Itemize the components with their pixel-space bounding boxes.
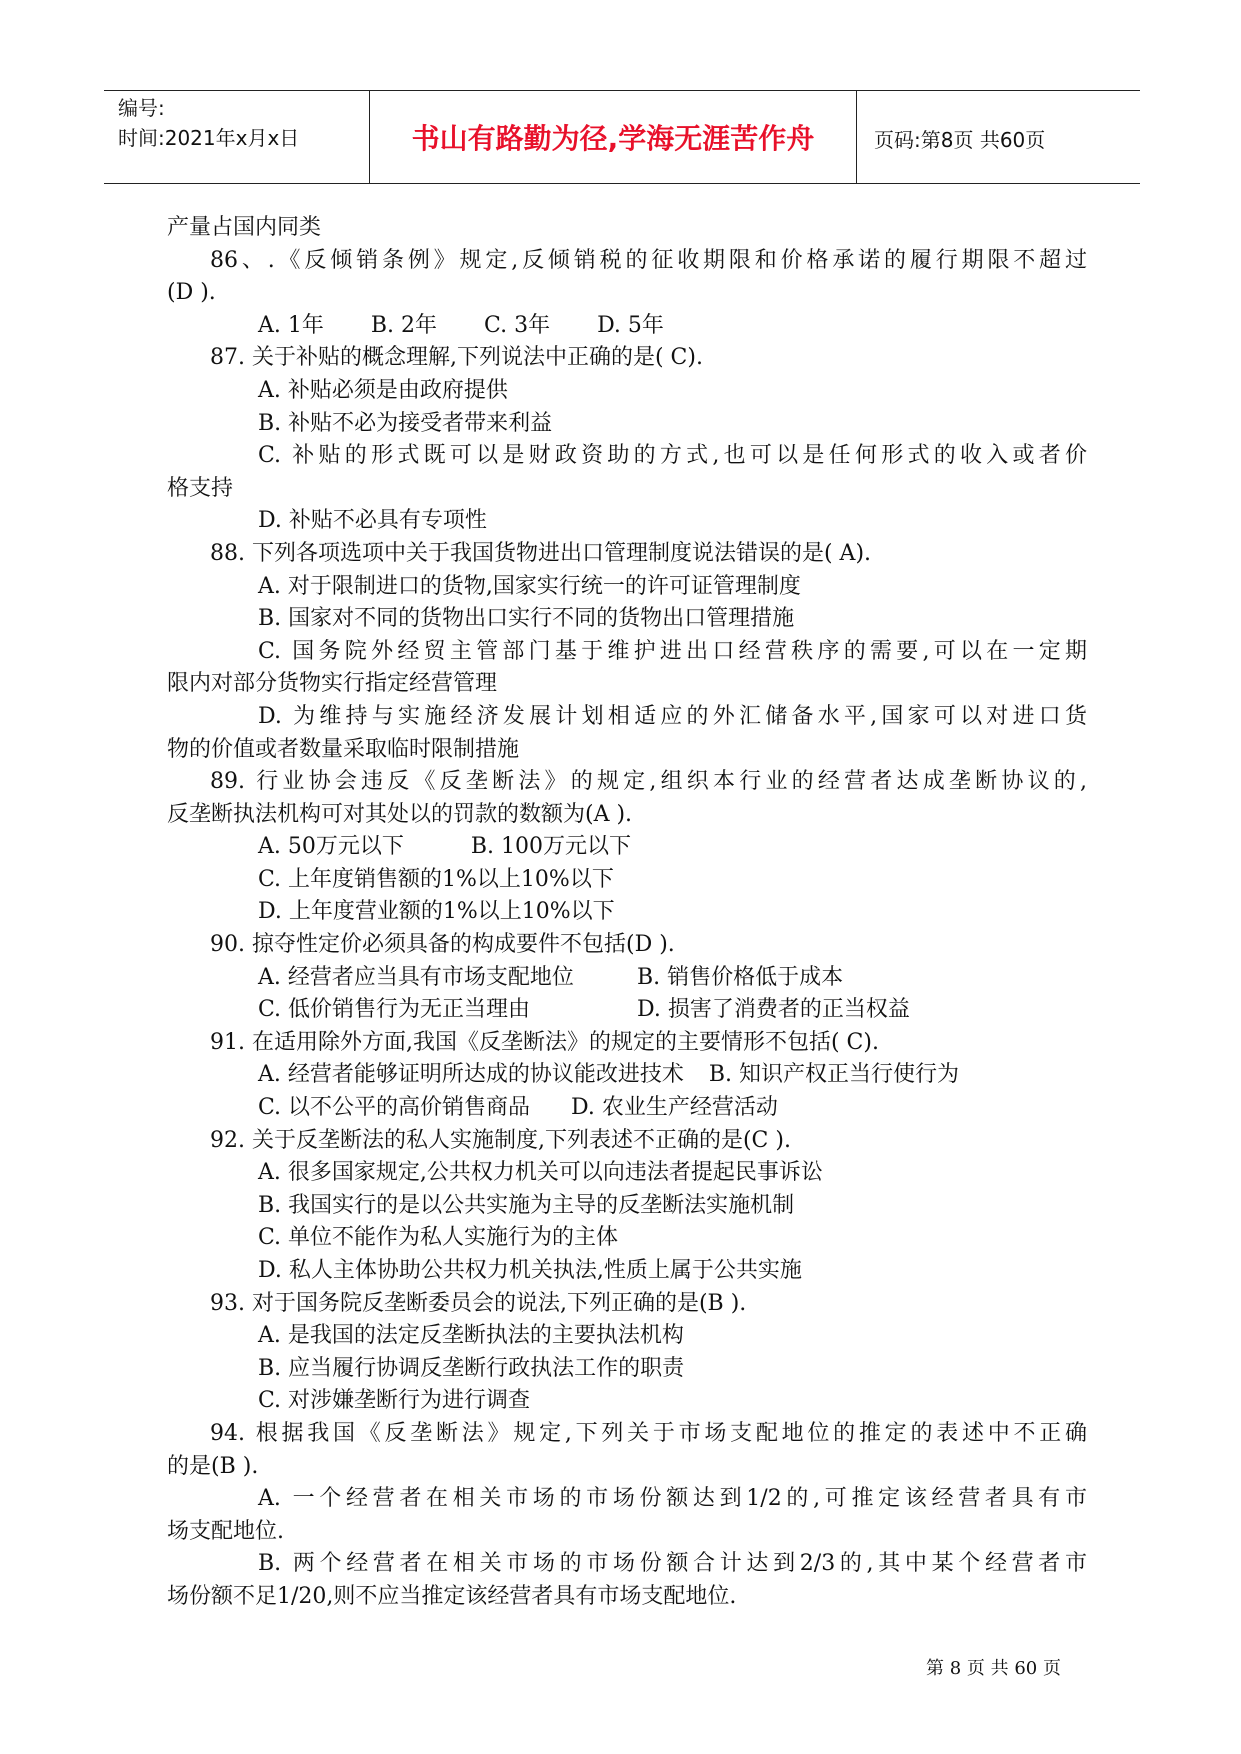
option-a: A. 对于限制进口的货物,国家实行统一的许可证管理制度 bbox=[258, 573, 801, 599]
question-87: 87. 关于补贴的概念理解,下列说法中正确的是( C). bbox=[210, 345, 703, 371]
option-row bbox=[167, 962, 1087, 995]
option-a: A. 50万元以下 bbox=[258, 834, 404, 860]
option-row bbox=[167, 994, 1087, 1027]
question-91: 91. 在适用除外方面,我国《反垄断法》的规定的主要情形不包括( C). bbox=[210, 1029, 879, 1055]
question-90: 90. 掠夺性定价必须具备的构成要件不包括(D ). bbox=[210, 932, 675, 958]
question-88: 88. 下列各项选项中关于我国货物进出口管理制度说法错误的是( A). bbox=[210, 540, 872, 566]
option-b: B. 100万元以下 bbox=[470, 834, 632, 860]
text-line: 反垄断执法机构可对其处以的罚款的数额为(A ). bbox=[167, 801, 633, 827]
page-footer: 第 8 页 共 60 页 bbox=[926, 1658, 1061, 1679]
option-c: C. 低价销售行为无正当理由 bbox=[258, 997, 531, 1023]
option-a: A. 很多国家规定,公共权力机关可以向违法者提起民事诉讼 bbox=[258, 1160, 823, 1186]
option-a: A. 经营者能够证明所达成的协议能改进技术 bbox=[258, 1062, 684, 1088]
option-b: B. 我国实行的是以公共实施为主导的反垄断法实施机制 bbox=[258, 1192, 795, 1218]
option-d: D. 为维持与实施经济发展计划相适应的外汇储备水平,国家可以对进口货 bbox=[258, 703, 1087, 729]
option-c: C. 以不公平的高价销售商品 bbox=[258, 1095, 531, 1121]
document-number-label: 编号: bbox=[118, 96, 165, 120]
page-header bbox=[104, 90, 1140, 184]
header-motto: 书山有路勤为径,学海无涯苦作舟 bbox=[411, 122, 815, 155]
text-line: 限内对部分货物实行指定经营管理 bbox=[167, 671, 498, 697]
option-d: D. 私人主体协助公共权力机关执法,性质上属于公共实施 bbox=[258, 1258, 802, 1283]
header-divider bbox=[856, 91, 857, 183]
option-c: C. 对涉嫌垄断行为进行调查 bbox=[258, 1388, 531, 1414]
text-line: 场份额不足1/20,则不应当推定该经营者具有市场支配地位. bbox=[167, 1583, 737, 1609]
option-d: D. 上年度营业额的1%以上10%以下 bbox=[258, 899, 615, 925]
option-c: C. 单位不能作为私人实施行为的主体 bbox=[258, 1225, 619, 1251]
text-line: 的是(B ). bbox=[167, 1453, 259, 1479]
text-line: 物的价值或者数量采取临时限制措施 bbox=[167, 736, 520, 762]
option-a: A. 补贴必须是由政府提供 bbox=[258, 377, 508, 403]
question-92: 92. 关于反垄断法的私人实施制度,下列表述不正确的是(C ). bbox=[210, 1127, 791, 1153]
document-time-label: 时间:2021年x月x日 bbox=[118, 126, 300, 150]
question-93: 93. 对于国务院反垄断委员会的说法,下列正确的是(B ). bbox=[210, 1290, 747, 1316]
header-page-info: 页码:第8页 共60页 bbox=[874, 128, 1046, 152]
question-86-options bbox=[167, 310, 1087, 343]
text-line: 场支配地位. bbox=[167, 1518, 284, 1544]
option-d: D. 损害了消费者的正当权益 bbox=[637, 997, 910, 1023]
question-86: 86、.《反倾销条例》规定,反倾销税的征收期限和价格承诺的履行期限不超过 bbox=[210, 247, 1087, 273]
option-b: B. 2年 bbox=[370, 312, 438, 338]
option-c: C. 3年 bbox=[484, 312, 551, 338]
header-meta bbox=[118, 93, 368, 153]
text-line: 格支持 bbox=[167, 475, 234, 501]
question-94: 94. 根据我国《反垄断法》规定,下列关于市场支配地位的推定的表述中不正确 bbox=[210, 1420, 1087, 1446]
option-row bbox=[167, 1059, 1087, 1092]
option-a: A. 是我国的法定反垄断执法的主要执法机构 bbox=[258, 1323, 684, 1349]
option-b: B. 知识产权正当行使行为 bbox=[708, 1062, 960, 1088]
option-b: B. 应当履行协调反垄断行政执法工作的职责 bbox=[258, 1355, 685, 1381]
option-c: C. 上年度销售额的1%以上10%以下 bbox=[258, 866, 614, 892]
option-b: B. 两个经营者在相关市场的市场份额合计达到2/3的,其中某个经营者市 bbox=[258, 1551, 1087, 1577]
option-d: D. 农业生产经营活动 bbox=[571, 1095, 778, 1121]
option-a: A. 一个经营者在相关市场的市场份额达到1/2的,可推定该经营者具有市 bbox=[258, 1486, 1087, 1512]
option-d: D. 5年 bbox=[597, 312, 664, 338]
option-c: C. 国务院外经贸主管部门基于维护进出口经营秩序的需要,可以在一定期 bbox=[258, 638, 1087, 664]
question-list bbox=[167, 212, 1087, 1614]
option-b: B. 销售价格低于成本 bbox=[637, 964, 844, 990]
option-c: C. 补贴的形式既可以是财政资助的方式,也可以是任何形式的收入或者价 bbox=[258, 443, 1087, 469]
option-d: D. 补贴不必具有专项性 bbox=[258, 508, 487, 534]
option-row bbox=[167, 1092, 1087, 1125]
option-b: B. 国家对不同的货物出口实行不同的货物出口管理措施 bbox=[258, 606, 795, 632]
option-a: A. 1年 bbox=[258, 312, 324, 338]
text-line: (D ). bbox=[167, 280, 216, 306]
text-line: 产量占国内同类 bbox=[167, 215, 322, 240]
question-89: 89. 行业协会违反《反垄断法》的规定,组织本行业的经营者达成垄断协议的, bbox=[210, 769, 1087, 795]
option-a: A. 经营者应当具有市场支配地位 bbox=[258, 964, 574, 990]
option-b: B. 补贴不必为接受者带来利益 bbox=[258, 410, 553, 436]
option-row bbox=[167, 831, 1087, 864]
